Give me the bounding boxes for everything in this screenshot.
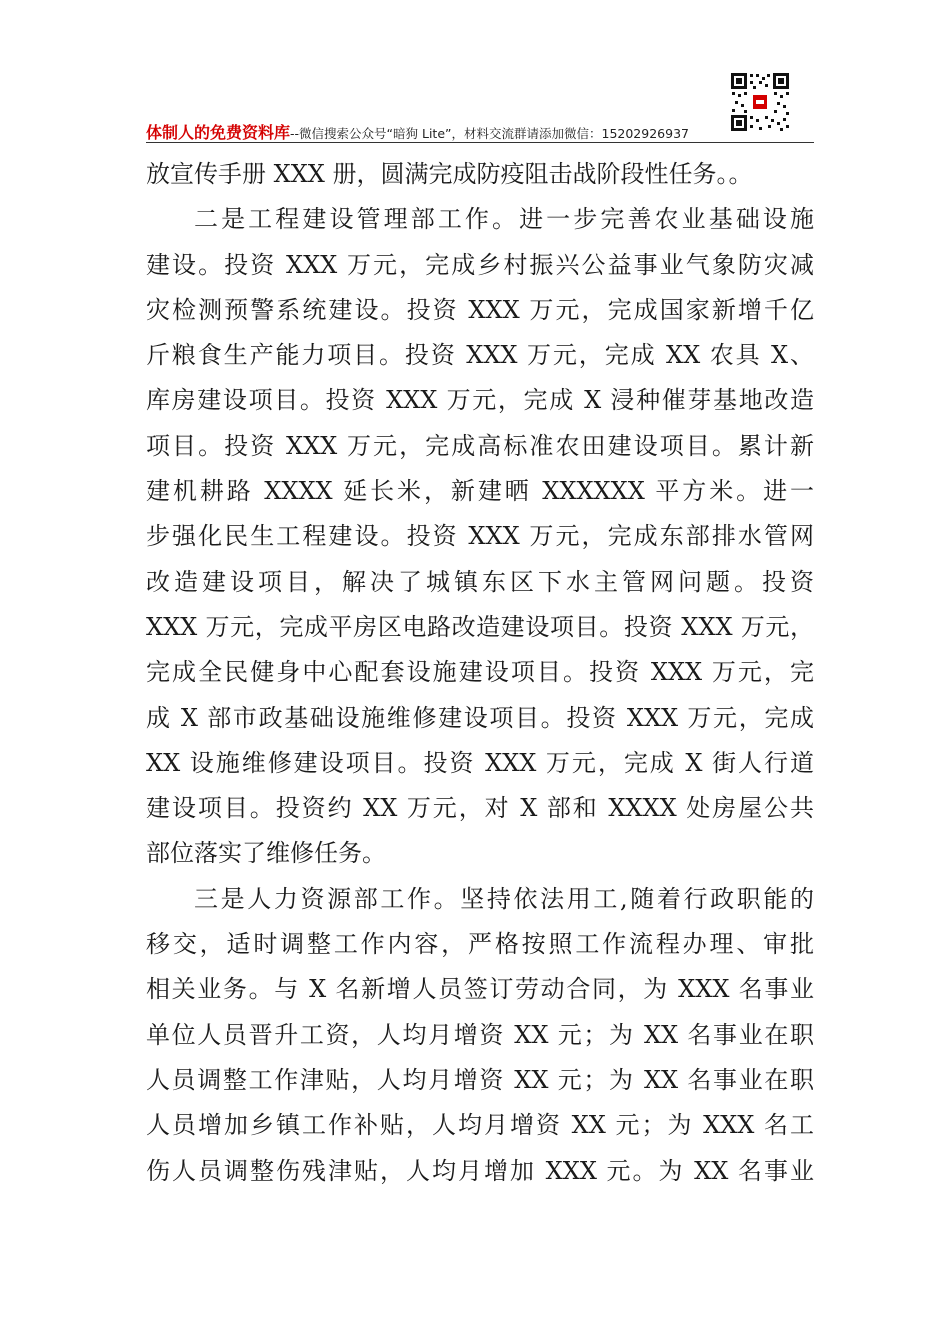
text-line: 建机耕路 XXXX 延长米，新建晒 XXXXXX 平方米。进一 [146,477,814,506]
paragraph [146,152,814,197]
text-line: 单位人员晋升工资，人均月增资 XX 元；为 XX 名事业在职 [146,1020,814,1049]
text-line: 成 X 部市政基础设施维修建设项目。投资 XXX 万元，完成 [146,703,814,732]
text-line: 人员调整工作津贴，人均月增资 XX 元；为 XX 名事业在职 [146,1065,814,1094]
paragraph [146,197,814,876]
header-divider [146,142,814,143]
text-line: XX 设施维修建设项目。投资 XXX 万元，完成 X 街人行道 [146,748,814,777]
text-line: 库房建设项目。投资 XXX 万元，完成 X 浸种催芽基地改造 [146,386,814,415]
text-line: 改造建设项目，解决了城镇东区下水主管网问题。投资 [146,567,814,596]
promo-text: --微信搜索公众号“暗狗 Lite”，材料交流群请添加微信：15202926937 [290,126,689,141]
text-line: 放宣传手册 XXX 册，圆满完成防疫阻击战阶段性任务。。 [146,160,753,188]
page-header [146,72,814,146]
text-line: 建设。投资 XXX 万元，完成乡村振兴公益事业气象防灾减 [146,250,814,279]
header-banner [146,120,689,143]
text-line: 完成全民健身中心配套设施建设项目。投资 XXX 万元，完 [146,658,814,687]
text-line: 项目。投资 XXX 万元，完成高标准农田建设项目。累计新 [146,431,814,460]
document-body [146,152,814,1194]
text-line: 灾检测预警系统建设。投资 XXX 万元，完成国家新增千亿 [146,295,814,324]
brand-title: 体制人的免费资料库 [146,123,291,142]
text-line: 二是工程建设管理部工作。进一步完善农业基础设施 [194,205,814,234]
text-line: 斤粮食生产能力项目。投资 XXX 万元，完成 XX 农具 X、 [146,341,814,370]
paragraph [146,877,814,1194]
text-line: 建设项目。投资约 XX 万元，对 X 部和 XXXX 处房屋公共 [146,794,814,823]
text-line: 伤人员调整伤残津贴，人均月增加 XXX 元。为 XX 名事业 [146,1156,814,1185]
text-line: 三是人力资源部工作。坚持依法用工,随着行政职能的 [194,884,814,913]
text-line: 相关业务。与 X 名新增人员签订劳动合同，为 XXX 名事业 [146,975,814,1004]
text-line: 步强化民生工程建设。投资 XXX 万元，完成东部排水管网 [146,522,814,551]
qr-code-icon [730,72,790,132]
text-line: 人员增加乡镇工作补贴，人均月增资 XX 元；为 XXX 名工 [146,1111,814,1140]
text-line: 移交，适时调整工作内容，严格按照工作流程办理、审批 [146,930,814,959]
text-line: 部位落实了维修任务。 [146,839,386,868]
text-line: XXX 万元，完成平房区电路改造建设项目。投资 XXX 万元， [146,612,814,641]
